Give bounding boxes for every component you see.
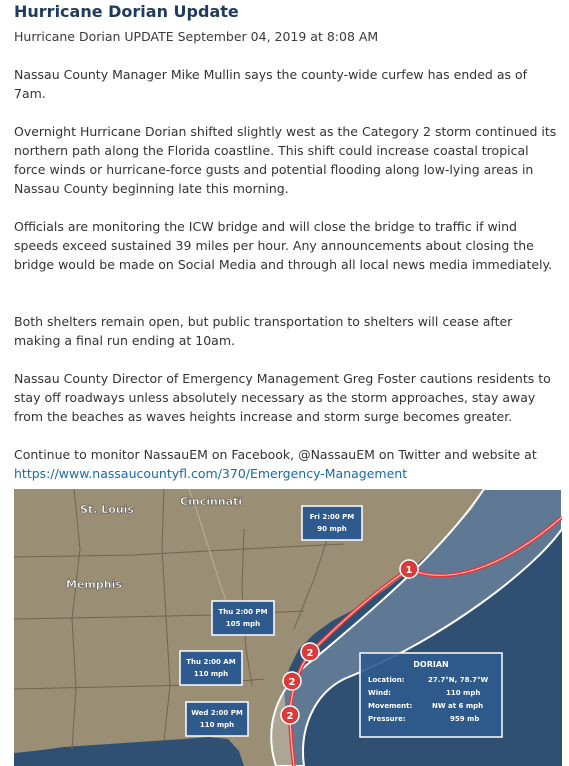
marker-label: 2 [306,648,314,659]
paragraph-bridge: Officials are monitoring the ICW bridge and will close the bridge to traffic if wind speeds exceed sustained 39 miles per hour. Any announcements about closing the bridge would be made on Social Media and through all local news media immediately. [14,219,553,272]
city-label-st-louis: St. Louis [80,503,134,516]
storm-info-box [360,653,502,737]
marker-label: 1 [405,565,413,576]
forecast-box-thu-pm [212,601,274,635]
emergency-management-link[interactable]: https://www.nassaucountyfl.com/370/Emergency-Management [14,466,408,481]
hurricane-track-map [14,489,562,766]
monitor-text: Continue to monitor NassauEM on Facebook, @NassauEM on Twitter and website at [14,447,537,462]
marker-label: 2 [288,677,296,688]
forecast-box-thu-am [180,651,242,685]
info-value: 110 mph [446,689,481,697]
info-label: Pressure: [368,715,406,723]
paragraph-cautions: Nassau County Director of Emergency Management Greg Foster cautions residents to stay off roadways unless absolutely necessary as the storm approaches, stay away from the beaches as waves heights increase and storm surge becomes greater. [14,371,551,424]
paragraph-monitor [14,445,559,483]
storm-marker-2b [283,672,301,690]
forecast-speed: 110 mph [193,670,229,678]
post-date: Hurricane Dorian UPDATE September 04, 2019 at 8:08 AM [14,29,379,44]
paragraph-curfew: Nassau County Manager Mike Mullin says the county-wide curfew has ended as of 7am. [14,67,528,101]
info-value: NW at 6 mph [432,702,484,710]
forecast-box-wed [186,702,248,736]
city-label-memphis: Memphis [66,578,122,591]
forecast-time: Wed 2:00 PM [191,709,243,717]
forecast-time: Thu 2:00 AM [186,658,236,666]
forecast-time: Thu 2:00 PM [218,608,268,616]
forecast-speed: 110 mph [199,721,235,729]
storm-name: DORIAN [413,660,449,669]
map-graphic [14,489,562,766]
info-label: Movement: [368,702,413,710]
paragraph-storm-shift: Overnight Hurricane Dorian shifted slightly west as the Category 2 storm continued its northern path along the Florida coastline. This shift could increase coastal tropical force winds or hurricane-force gusts and potential flooding along low-lying areas in Nassau County beginning late this morning. [14,124,557,196]
forecast-speed: 90 mph [317,525,347,533]
forecast-box-fri [302,506,362,540]
marker-label: 2 [286,711,294,722]
info-value: 27.7°N, 78.7°W [428,676,489,684]
info-label: Wind: [368,689,391,697]
city-label-cincinnati: Cincinnati [180,495,243,508]
forecast-time: Fri 2:00 PM [309,513,355,521]
storm-marker-1 [400,560,418,578]
storm-marker-2a [301,643,319,661]
forecast-speed: 105 mph [225,620,261,628]
page-title: Hurricane Dorian Update [14,2,239,21]
paragraph-shelters: Both shelters remain open, but public transportation to shelters will cease after making a final run ending at 10am. [14,314,513,348]
info-label: Location: [368,676,405,684]
storm-marker-2c [281,706,299,724]
info-value: 959 mb [450,715,480,723]
